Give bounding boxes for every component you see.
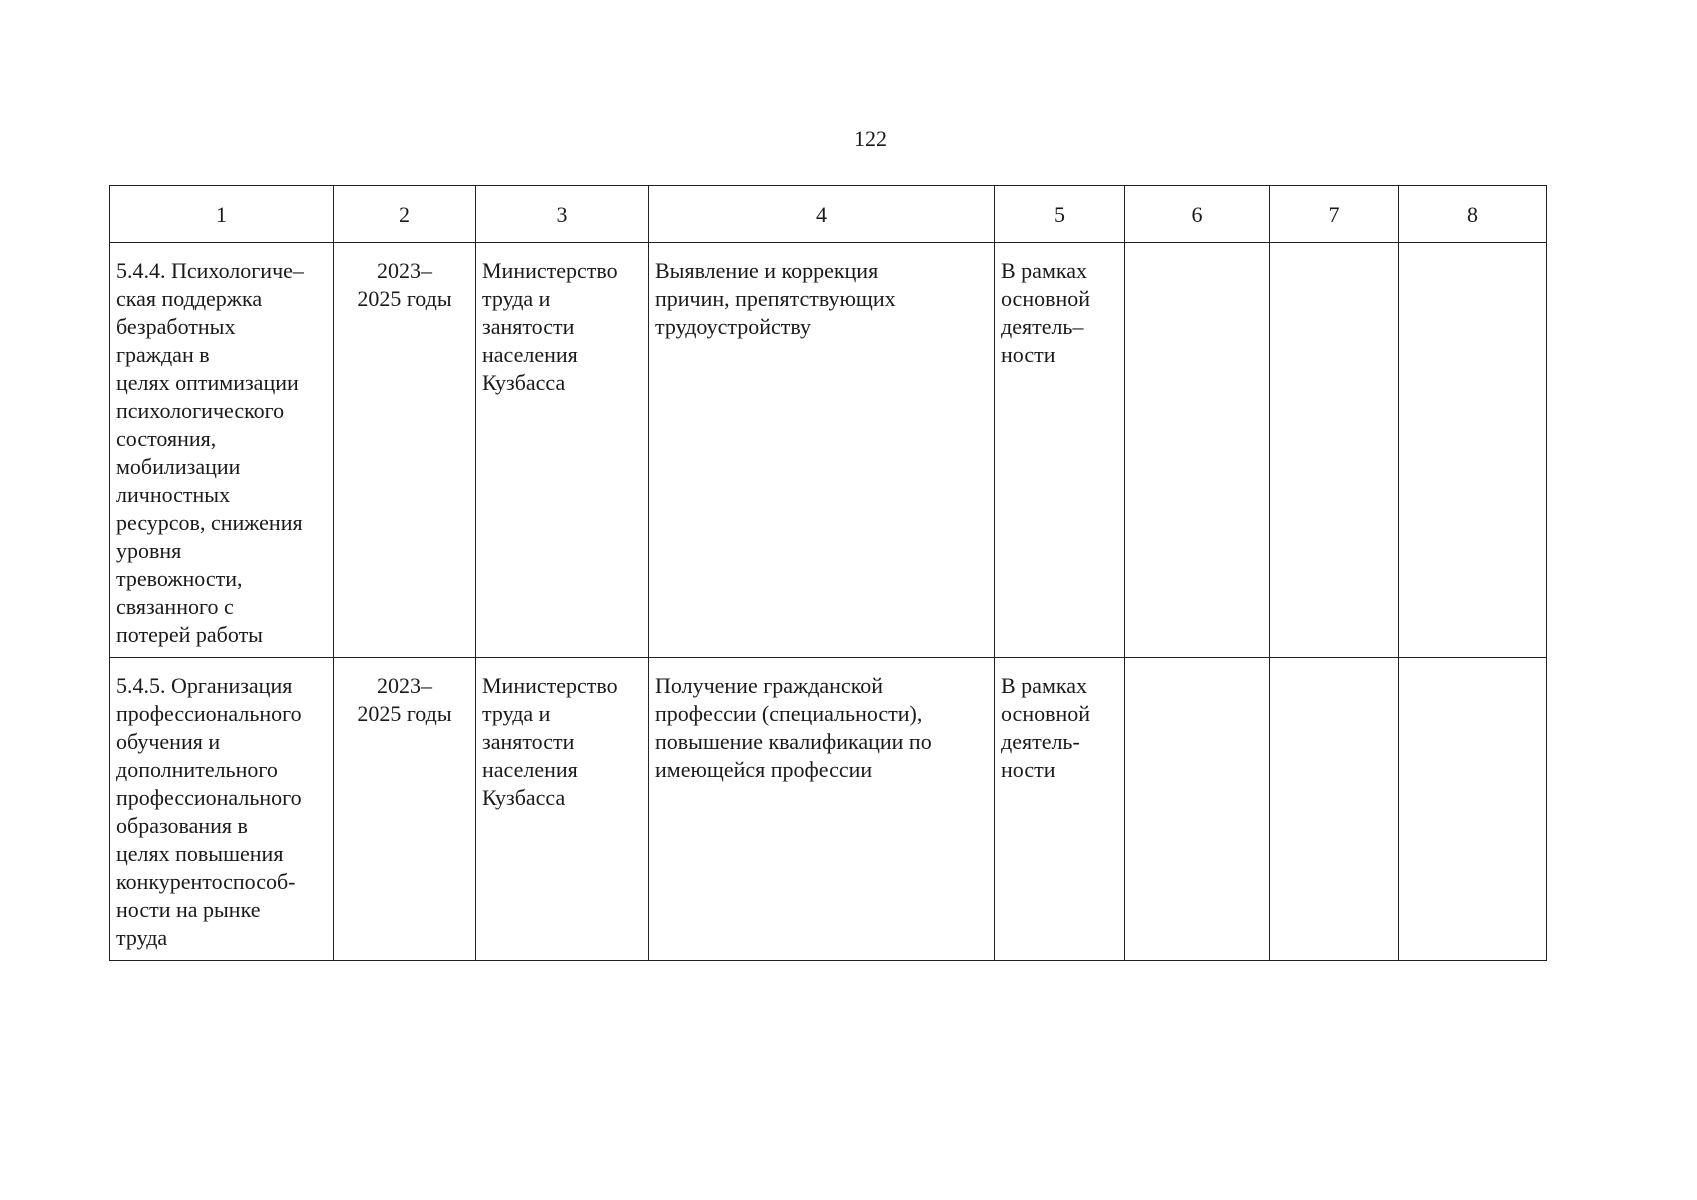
header-cell-5: 5 [995, 186, 1125, 243]
header-cell-2: 2 [334, 186, 476, 243]
measures-table [109, 185, 1547, 961]
header-cell-1: 1 [110, 186, 334, 243]
empty-cell-6 [1125, 243, 1270, 658]
measure-cell: 5.4.4. Психологиче– ская поддержка безработных граждан в целях оптимизации психологического состояния, мобилизации личностных ресурсов, снижения уровня тревожности, связанного с потерей работы [110, 243, 334, 658]
table-row [110, 243, 1547, 658]
header-cell-6: 6 [1125, 186, 1270, 243]
result-cell: Получение гражданской профессии (специальности), повышение квалификации по имеющейся профессии [649, 658, 995, 961]
table-header-row [110, 186, 1547, 243]
executor-cell: Министерство труда и занятости населения Кузбасса [476, 243, 649, 658]
header-cell-3: 3 [476, 186, 649, 243]
executor-cell: Министерство труда и занятости населения Кузбасса [476, 658, 649, 961]
empty-cell-7 [1270, 243, 1399, 658]
empty-cell-7 [1270, 658, 1399, 961]
empty-cell-8 [1399, 243, 1547, 658]
funding-cell: В рамках основной деятель– ности [995, 243, 1125, 658]
period-cell: 2023– 2025 годы [334, 243, 476, 658]
header-cell-7: 7 [1270, 186, 1399, 243]
header-cell-4: 4 [649, 186, 995, 243]
page-number: 122 [854, 126, 887, 151]
header-cell-8: 8 [1399, 186, 1547, 243]
empty-cell-6 [1125, 658, 1270, 961]
funding-cell: В рамках основной деятель- ности [995, 658, 1125, 961]
empty-cell-8 [1399, 658, 1547, 961]
period-cell: 2023– 2025 годы [334, 658, 476, 961]
measure-cell: 5.4.5. Организация профессионального обучения и дополнительного профессионального образования в целях повышения конкурентоспособ- ности на рынке труда [110, 658, 334, 961]
table-row [110, 658, 1547, 961]
result-cell: Выявление и коррекция причин, препятствующих трудоустройству [649, 243, 995, 658]
